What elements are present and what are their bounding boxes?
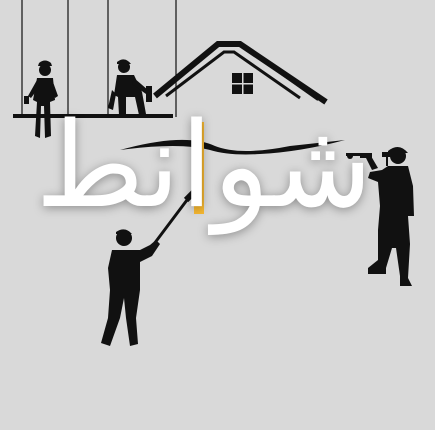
- brand-wordmark: شوانط: [35, 96, 373, 234]
